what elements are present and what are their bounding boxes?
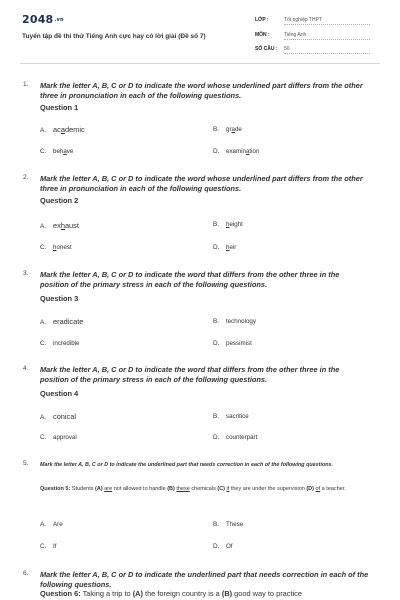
option-word: These [226, 521, 244, 528]
underlined-part: of [315, 486, 321, 492]
question-number: 3. [23, 270, 29, 277]
question-label: Question 2 [40, 196, 79, 205]
stem-fragment: Students [70, 486, 96, 492]
option-d[interactable]: D. heir [213, 244, 237, 251]
option-c[interactable]: C. approval [40, 434, 77, 441]
question-label: Question 4 [40, 389, 79, 398]
logo-text: 2048 [22, 13, 54, 26]
stem-fragment: not allowed to handle [112, 486, 168, 492]
part-marker: (D) [306, 486, 314, 492]
option-d[interactable]: D. pessimist [213, 340, 252, 347]
question-instruction: Mark the letter A, B, C or D to indicate the word that differs from the other three in the position of the primary stress in each of the following questions. [40, 365, 340, 384]
question-stem [40, 484, 375, 496]
site-logo[interactable] [22, 13, 64, 26]
option-word: grade [226, 126, 242, 133]
option-word: height [226, 221, 243, 228]
question-instruction: Mark the letter A, B, C or D to indicate the word that differs from the other three in the position of the primary stress in each of the following questions. [40, 270, 340, 289]
question-number: 2. [23, 174, 29, 181]
stem-fragment: the foreign country is a [142, 589, 222, 598]
option-word: conical [53, 412, 77, 421]
part-marker: (C) [217, 486, 226, 492]
option-c[interactable]: C. behave [40, 148, 74, 155]
question-stem [40, 589, 375, 599]
option-b[interactable]: B. sacritice [213, 413, 249, 420]
option-word: exhaust [53, 221, 79, 230]
option-word: heir [226, 244, 237, 251]
meta-key: SỐ CÂU : [255, 46, 278, 52]
option-word: academic [53, 125, 85, 134]
option-b[interactable]: B. grade [213, 126, 242, 133]
meta-key: LỚP : [255, 17, 269, 23]
meta-value: Tốt nghiệp THPT [284, 17, 370, 25]
option-word: technology [226, 318, 256, 325]
logo-suffix: .vn [54, 17, 64, 23]
option-a[interactable]: A. conical [40, 412, 77, 421]
question-instruction: Mark the letter A, B, C or D to indicate the underlined part that needs correction in each of the following questions. [40, 570, 369, 589]
question-instruction: Mark the letter A, B, C or D to indicate the underlined part that needs correction in each of the following questions. [40, 462, 334, 468]
option-d[interactable]: D. Of [213, 543, 233, 550]
part-marker: (A) [95, 486, 103, 492]
stem-fragment: good way to practice [232, 589, 302, 598]
option-d[interactable]: D. examination [213, 148, 260, 155]
question-number: 4. [23, 365, 29, 372]
meta-value: 50 [284, 46, 370, 54]
option-c[interactable]: C. If [40, 543, 57, 550]
option-word: pessimist [226, 340, 252, 347]
option-b[interactable]: B. height [213, 221, 243, 228]
option-word: If [53, 543, 57, 550]
question-label: Question 6: [40, 589, 81, 598]
question-number: 5. [23, 460, 29, 467]
question-label: Question 5: [40, 486, 71, 492]
option-a[interactable]: A. academic [40, 125, 85, 134]
question-label: Question 3 [40, 294, 79, 303]
part-marker: (B) [167, 486, 175, 492]
option-word: behave [53, 148, 74, 155]
option-b[interactable]: B. These [213, 521, 244, 528]
underlined-part: are [104, 486, 113, 492]
meta-value: Tiếng Anh [284, 32, 370, 40]
stem-text [81, 589, 302, 598]
option-word: incredible [53, 340, 80, 347]
option-word: counterpart [226, 434, 258, 441]
question-number: 1. [23, 81, 29, 88]
option-c[interactable]: C. honest [40, 244, 72, 251]
underlined-part: these [176, 486, 190, 492]
option-b[interactable]: B. technology [213, 318, 256, 325]
part-marker: (B) [221, 589, 233, 598]
option-word: sacritice [226, 413, 249, 420]
option-word: Are [53, 521, 63, 528]
document-title: Tuyển tập đề thi thử Tiếng Anh cực hay có lời giải (Đề số 7) [22, 33, 206, 40]
meta-key: MÔN : [255, 32, 270, 38]
question-label: Question 1 [40, 103, 79, 112]
stem-text [70, 486, 346, 492]
option-word: approval [53, 434, 77, 441]
option-a[interactable]: A. eradicate [40, 317, 84, 326]
option-d[interactable]: D. counterpart [213, 434, 258, 441]
option-word: eradicate [53, 317, 84, 326]
option-c[interactable]: C. incredible [40, 340, 80, 347]
option-a[interactable]: A. exhaust [40, 221, 79, 230]
option-a[interactable]: A. Are [40, 521, 63, 528]
part-marker: (A) [132, 589, 143, 598]
option-word: honest [53, 244, 72, 251]
question-number: 6. [23, 570, 29, 577]
question-instruction: Mark the letter A, B, C or D to indicate the word whose underlined part differs from the other three in pronunciation in each of the following questions. [40, 174, 363, 193]
stem-fragment: a teacher. [320, 486, 346, 492]
option-word: Of [226, 543, 233, 550]
underlined-part: if [226, 486, 230, 492]
option-word: examination [226, 148, 260, 155]
stem-fragment: Taking a trip to [80, 589, 133, 598]
stem-fragment: chemicals [189, 486, 218, 492]
stem-fragment: they are under the supervision [229, 486, 307, 492]
header-divider [20, 63, 380, 64]
question-instruction: Mark the letter A, B, C or D to indicate the word whose underlined part differs from the other three in pronunciation in each of the following questions. [40, 81, 363, 100]
